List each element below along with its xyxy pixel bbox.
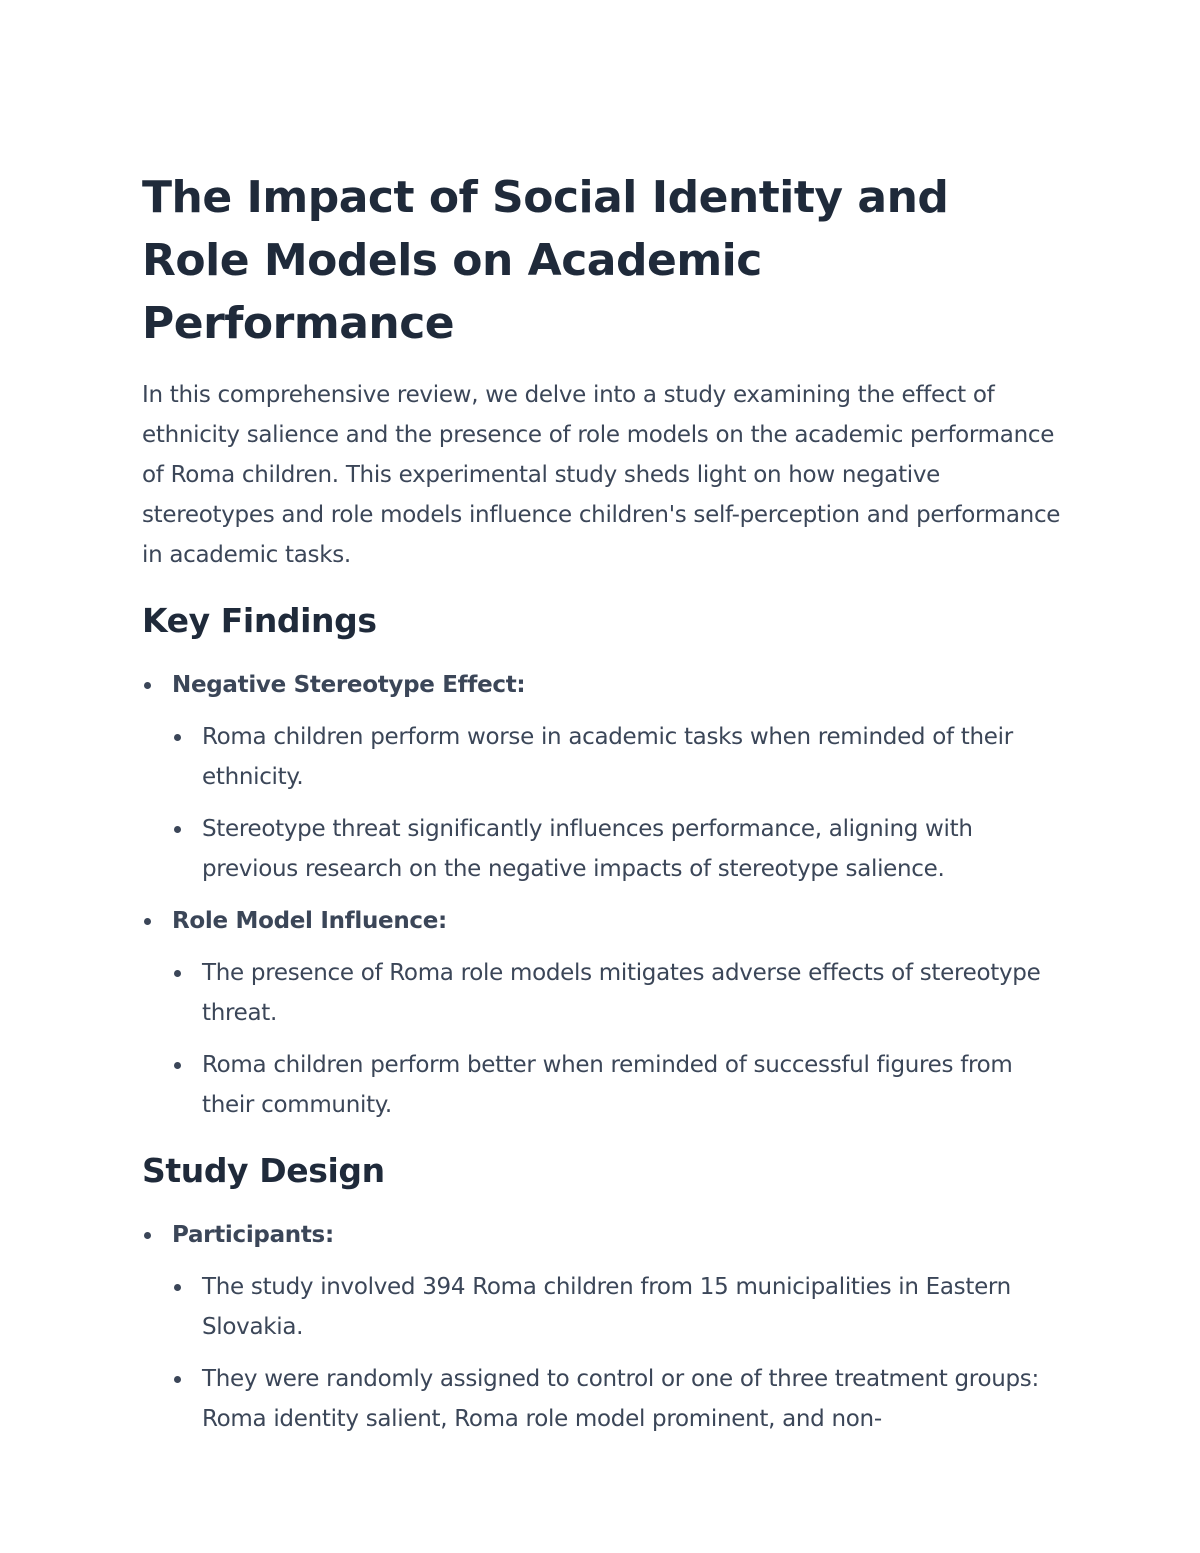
bullet-icon	[144, 918, 151, 925]
bullet-icon	[144, 1232, 151, 1239]
bullet-icon	[174, 1284, 181, 1291]
list-item	[142, 665, 1062, 889]
sub-list-item-text: They were randomly assigned to control or one of three treatment groups: Roma identity salient, Roma role model prominent, and non-	[202, 1366, 1039, 1432]
sub-list-item-text: Stereotype threat significantly influences performance, aligning with previous research on the negative impacts of stereotype salience.	[202, 816, 973, 882]
bullet-icon	[174, 1376, 181, 1383]
sub-list-item-text: Roma children perform worse in academic tasks when reminded of their ethnicity.	[202, 724, 1013, 790]
sub-list-item	[172, 1045, 1062, 1125]
bullet-icon	[144, 682, 151, 689]
sub-list-item	[172, 809, 1062, 889]
sub-list-item	[172, 1359, 1062, 1439]
section-heading-study-design: Study Design	[142, 1151, 385, 1190]
bullet-icon	[174, 826, 181, 833]
list-item-label: Role Model Influence:	[172, 908, 447, 934]
list-item	[142, 901, 1062, 1125]
list-item-label: Negative Stereotype Effect:	[172, 672, 526, 698]
sub-list	[172, 953, 1062, 1125]
intro-paragraph: In this comprehensive review, we delve into a study examining the effect of ethnicity salience and the presence of role models on the academic performance of Roma children. This experimental study sheds light on how negative stereotypes and role models influence children's self-perception and performance in academic tasks.	[142, 382, 1061, 568]
bullet-icon	[174, 734, 181, 741]
bullet-icon	[174, 970, 181, 977]
document-page	[142, 166, 1062, 1451]
sub-list	[172, 1267, 1062, 1439]
study-design-list	[142, 1215, 1062, 1439]
key-findings-list	[142, 665, 1062, 1125]
sub-list-item-text: The presence of Roma role models mitigates adverse effects of stereotype threat.	[202, 960, 1041, 1026]
sub-list-item	[172, 953, 1062, 1033]
list-item	[142, 1215, 1062, 1439]
list-item-label: Participants:	[172, 1222, 334, 1248]
sub-list-item-text: The study involved 394 Roma children from 15 municipalities in Eastern Slovakia.	[202, 1274, 1011, 1340]
sub-list-item-text: Roma children perform better when reminded of successful figures from their community.	[202, 1052, 1013, 1118]
sub-list-item	[172, 717, 1062, 797]
page-title: The Impact of Social Identity and Role Models on Academic Performance	[142, 172, 949, 349]
bullet-icon	[174, 1062, 181, 1069]
section-heading-key-findings: Key Findings	[142, 601, 377, 640]
sub-list-item	[172, 1267, 1062, 1347]
sub-list	[172, 717, 1062, 889]
